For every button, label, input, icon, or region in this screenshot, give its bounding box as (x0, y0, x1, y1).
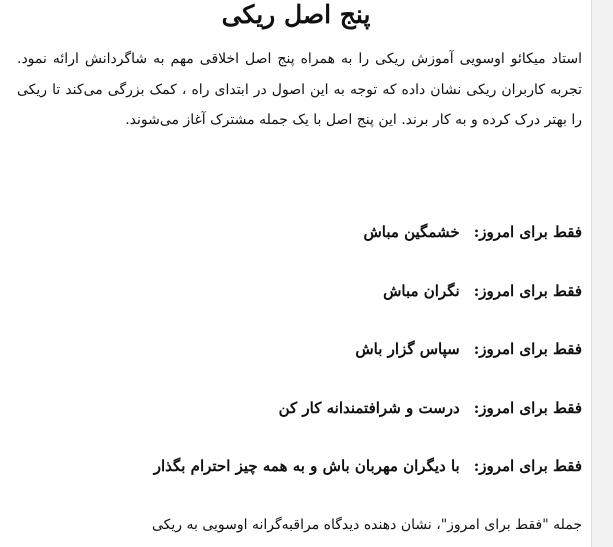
principle-1 (17, 220, 582, 244)
principle-5 (17, 454, 582, 478)
principle-prefix: فقط برای امروز: (473, 223, 582, 241)
principle-prefix: فقط برای امروز: (473, 399, 582, 417)
principle-3 (17, 337, 582, 361)
principle-4 (17, 396, 582, 420)
closing-paragraph-line: جمله "فقط برای امروز"، نشان دهنده دیدگاه مراقبه‌گرانه اوسویی به ریکی (151, 517, 582, 533)
page-title: پنج اصل ریکی (221, 0, 371, 29)
principle-text: سپاس گزار باش (355, 340, 460, 358)
principle-text: با دیگران مهربان باش و به همه چیز احترام بگذار (153, 457, 460, 475)
window-edge (591, 0, 613, 547)
principle-2 (17, 279, 582, 303)
principle-text: درست و شرافتمندانه کار کن (278, 399, 460, 417)
principle-prefix: فقط برای امروز: (473, 457, 582, 475)
intro-paragraph: استاد میکائو اوسویی آموزش ریکی را به همراه پنج اصل اخلاقی مهم به شاگردانش ارائه نمود. تجربه کاربران ریکی نشان داده که توجه به این اصول در ابتدای راه ، کمک بزرگی می‌کند تا ریکی را بهتر درک کرده و به کار برند. این پنج اصل با یک جمله مشترک آغاز می‌شوند. (17, 51, 582, 128)
principle-text: خشمگین مباش (363, 223, 460, 241)
principle-prefix: فقط برای امروز: (473, 340, 582, 358)
principle-text: نگران مباش (383, 282, 460, 300)
principle-prefix: فقط برای امروز: (473, 282, 582, 300)
